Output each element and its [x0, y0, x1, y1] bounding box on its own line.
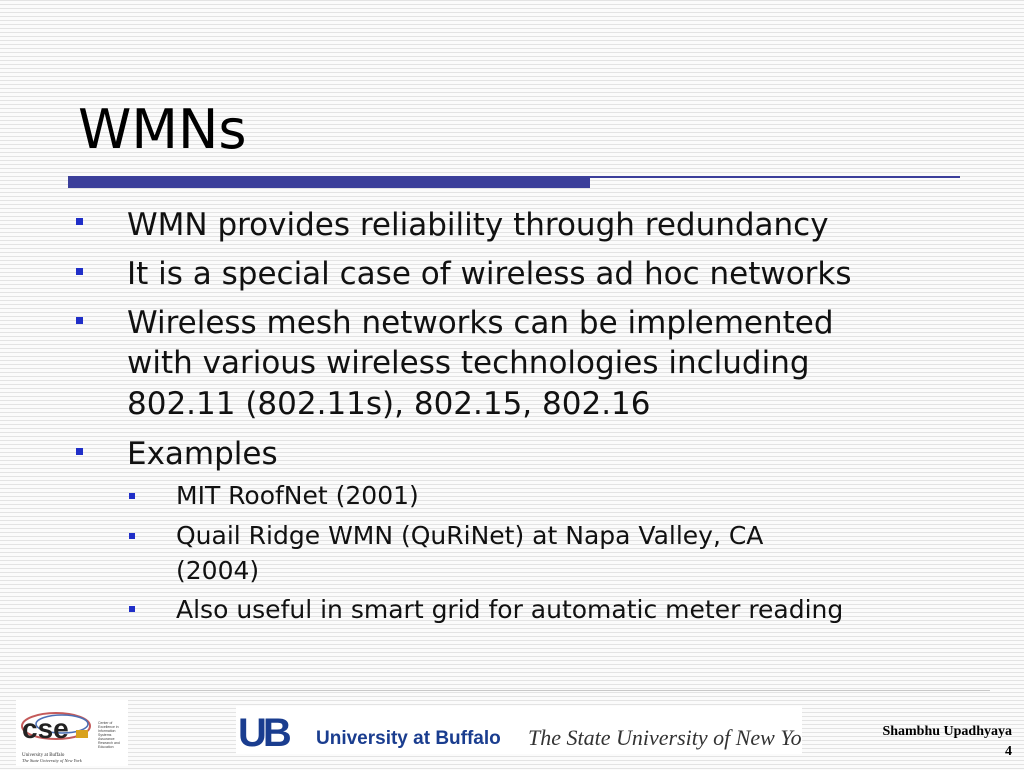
- bullet-item-3-line-3: 802.11 (802.11s), 802.15, 802.16: [127, 386, 651, 422]
- bullet-item-1: WMN provides reliability through redundancy: [127, 207, 829, 243]
- footer-divider: [40, 690, 990, 691]
- title-underline-thick: [68, 176, 590, 188]
- sub-bullet-item-3: Also useful in smart grid for automatic meter reading: [176, 595, 844, 624]
- bullet-marker-icon: [76, 268, 83, 275]
- cse-logo-caption-2: The State University of New York: [22, 758, 82, 763]
- cse-side-text-1: Center of: [98, 721, 113, 725]
- author-name: Shambhu Upadhyaya: [882, 724, 1012, 739]
- cse-side-text-3: Information: [98, 729, 116, 733]
- bullet-item-4: Examples: [127, 436, 278, 472]
- bullet-marker-icon: [76, 317, 83, 324]
- cse-side-text-6: Research and: [98, 741, 120, 745]
- cse-side-text-4: Systems: [98, 733, 112, 737]
- ub-logo-icon: UB: [238, 711, 288, 754]
- bullet-item-2: It is a special case of wireless ad hoc networks: [127, 256, 852, 292]
- sub-bullet-item-1: MIT RoofNet (2001): [176, 481, 419, 510]
- cse-side-text-7: Education: [98, 745, 114, 749]
- sub-bullet-item-2-line-1: Quail Ridge WMN (QuRiNet) at Napa Valley, CA: [176, 521, 764, 550]
- bullet-marker-icon: [76, 448, 83, 455]
- ub-banner-graphic: [236, 706, 802, 754]
- bullet-item-3-line-1: Wireless mesh networks can be implemented: [127, 305, 834, 341]
- ub-tagline: The State University of New York: [528, 725, 802, 750]
- sub-bullet-marker-icon: [129, 606, 135, 612]
- cse-side-text-2: Excellence in: [98, 725, 119, 729]
- ub-name: University at Buffalo: [316, 728, 501, 749]
- ub-banner: [236, 706, 802, 754]
- sub-bullet-item-2-line-2: (2004): [176, 556, 260, 585]
- bullet-item-3-line-2: with various wireless technologies including: [127, 345, 810, 381]
- page-number: 4: [1005, 744, 1012, 759]
- cse-logo: [16, 700, 128, 766]
- cse-side-text-5: Assurance: [98, 737, 115, 741]
- title-underline-thin: [590, 176, 960, 178]
- bullet-marker-icon: [76, 218, 83, 225]
- cse-logo-icon: [16, 700, 128, 766]
- sub-bullet-marker-icon: [129, 493, 135, 499]
- cse-logo-caption-1: University at Buffalo: [22, 753, 65, 758]
- cse-logo-text: cse: [22, 713, 69, 744]
- sub-bullet-marker-icon: [129, 533, 135, 539]
- slide-title: WMNs: [78, 98, 247, 161]
